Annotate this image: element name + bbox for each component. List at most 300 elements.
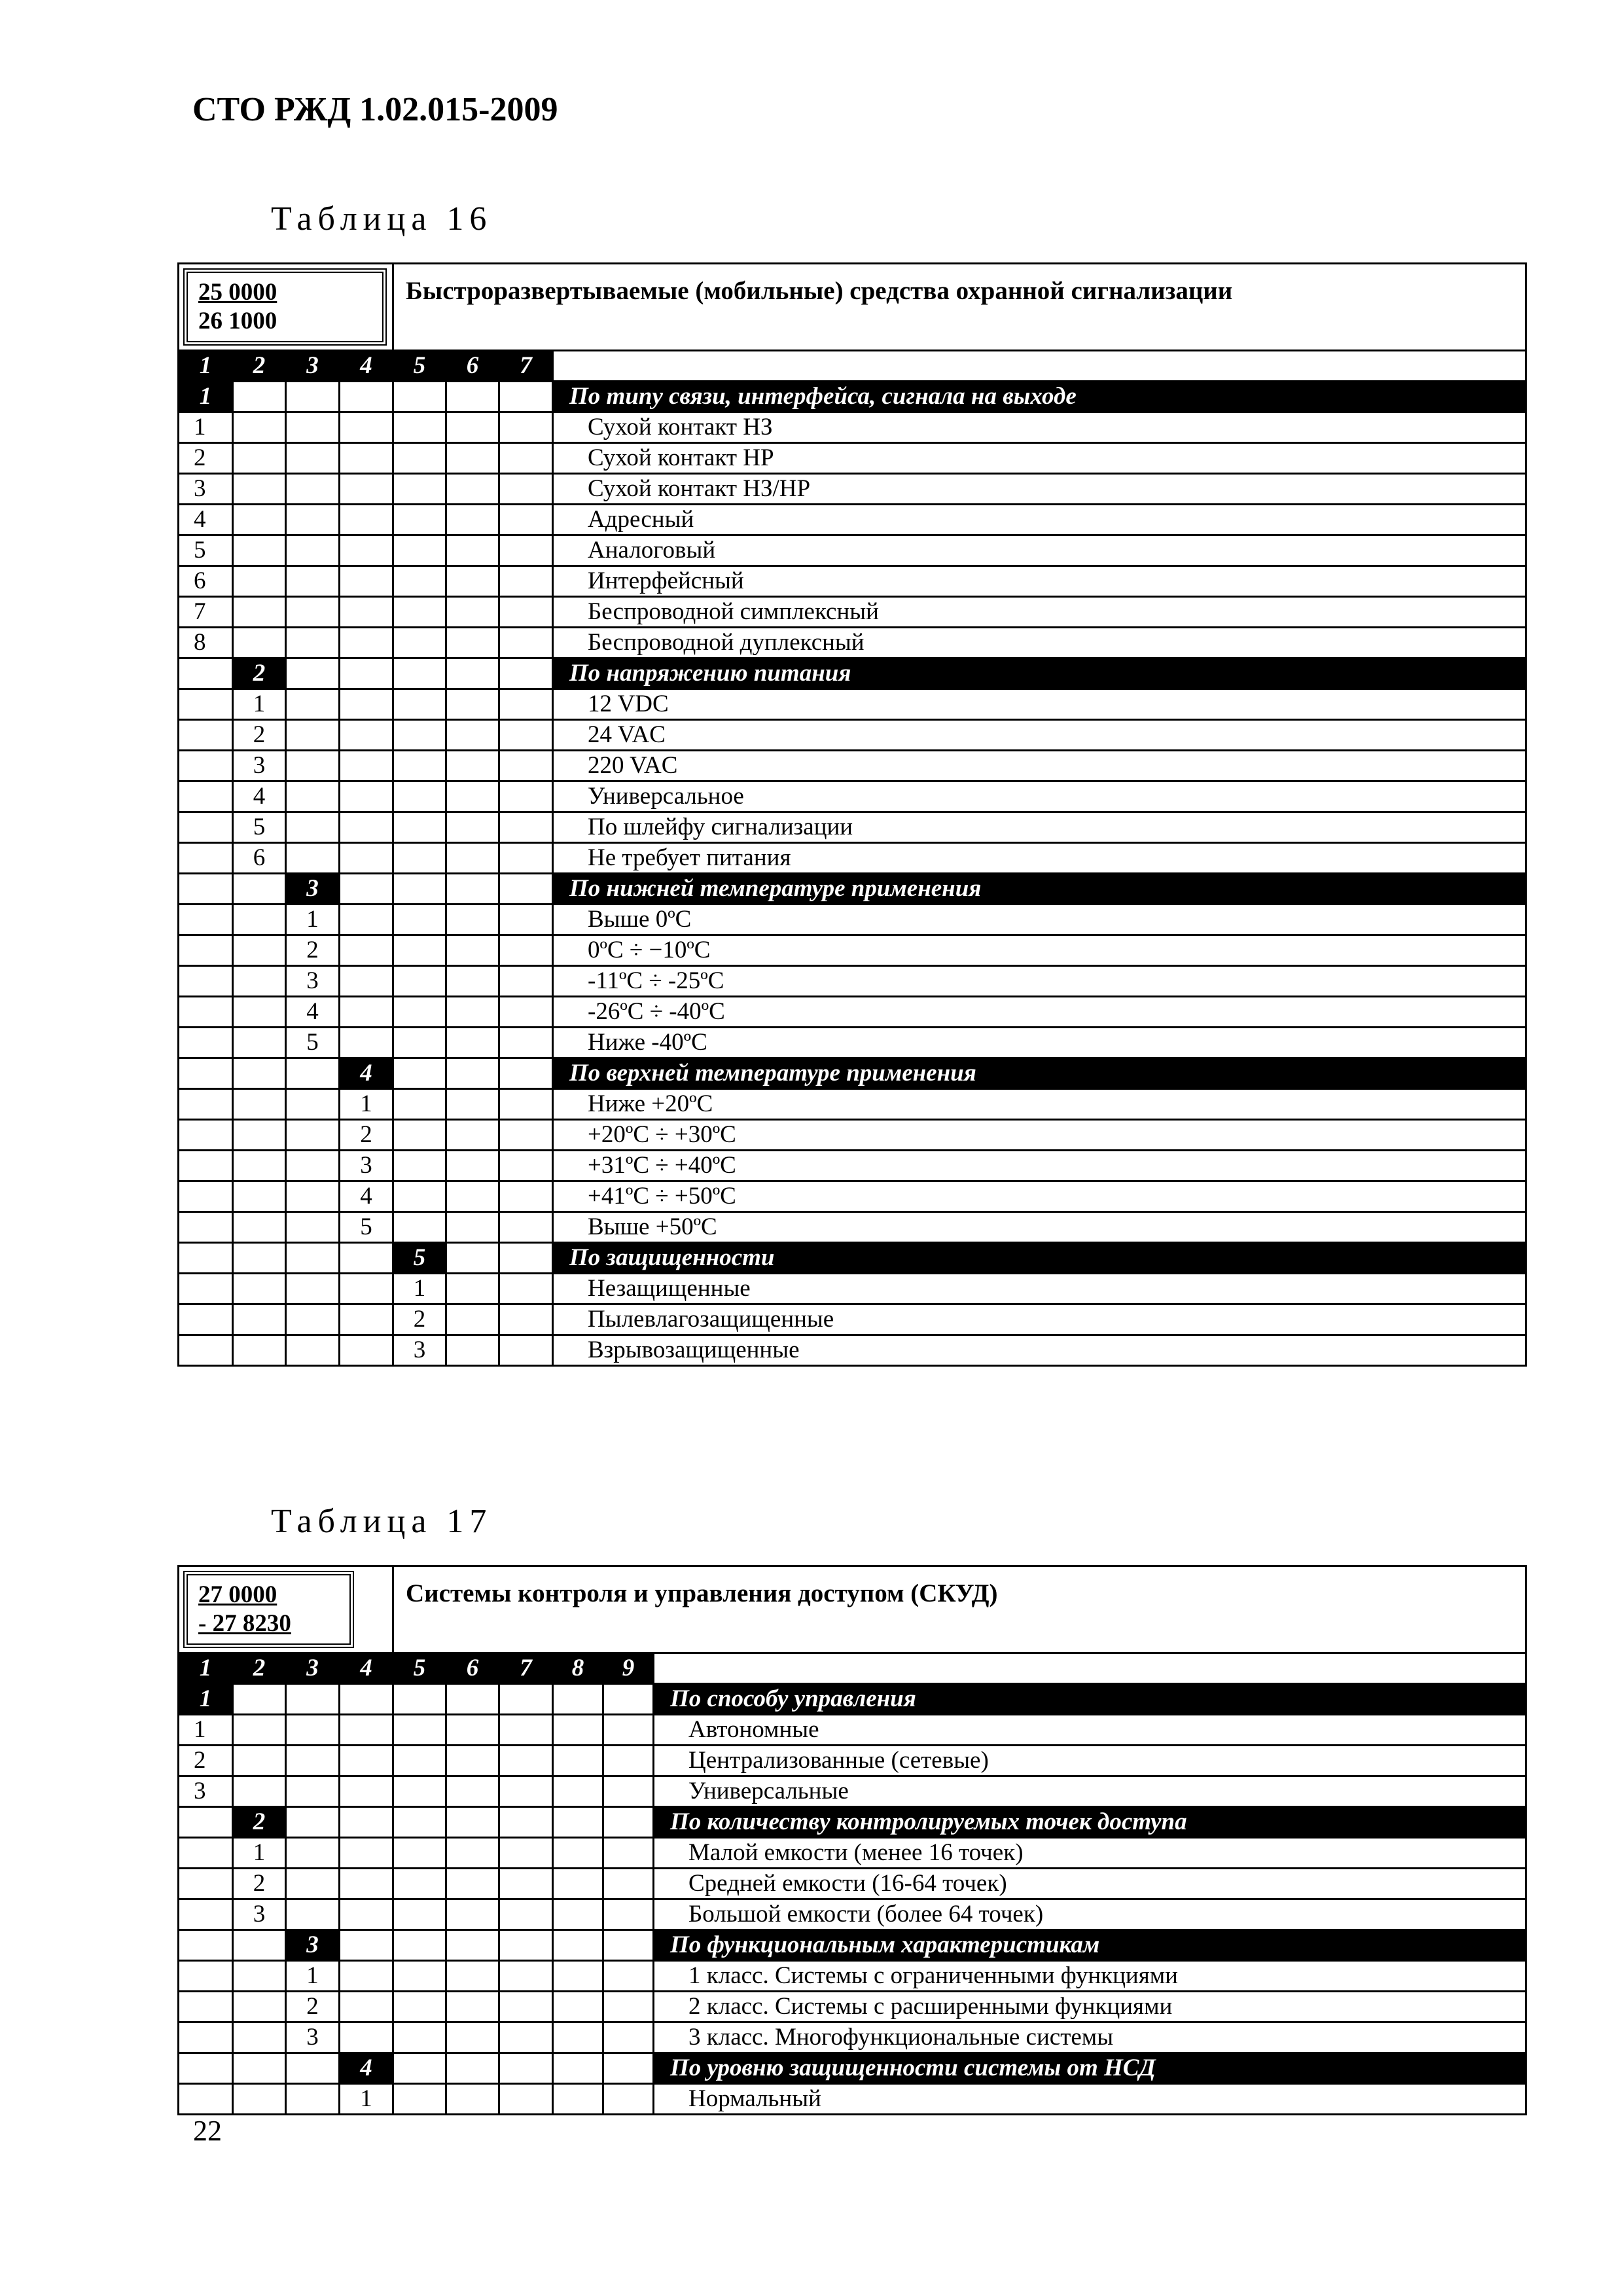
table-16-group-row: [179, 874, 1526, 905]
empty-cell: [499, 935, 553, 966]
item-code-cell: 3: [233, 751, 286, 781]
empty-cell: [393, 1899, 446, 1930]
empty-cell: [179, 751, 233, 781]
empty-cell: [393, 566, 446, 597]
empty-cell: [446, 812, 499, 843]
empty-cell: [499, 1715, 553, 1746]
table-17-col-header: 2: [233, 1653, 286, 1684]
empty-cell: [553, 1930, 603, 1961]
group-number-cell: 4: [340, 2053, 393, 2084]
empty-cell: [499, 1181, 553, 1212]
empty-cell: [499, 628, 553, 658]
empty-cell: [446, 1869, 499, 1899]
table-17-col-header: 7: [499, 1653, 553, 1684]
empty-cell: [233, 628, 286, 658]
empty-cell: [340, 1776, 393, 1807]
empty-cell: [286, 628, 340, 658]
item-code-cell: 1: [233, 1838, 286, 1869]
group-label: По уровню защищенности системы от НСД: [654, 2053, 1526, 2084]
table-17-col-header-blank: [654, 1653, 1526, 1684]
group-number-cell: 5: [393, 1243, 446, 1274]
empty-cell: [446, 1776, 499, 1807]
table-row: [179, 1899, 1526, 1930]
empty-cell: [446, 566, 499, 597]
empty-cell: [233, 1304, 286, 1335]
empty-cell: [340, 874, 393, 905]
item-description: Нормальный: [654, 2084, 1526, 2115]
group-number-cell: 2: [233, 1807, 286, 1838]
empty-cell: [446, 751, 499, 781]
empty-cell: [603, 1961, 654, 1992]
empty-cell: [179, 1992, 233, 2022]
item-code-cell: 4: [340, 1181, 393, 1212]
group-label: По способу управления: [654, 1684, 1526, 1715]
item-description: Незащищенные: [553, 1274, 1526, 1304]
empty-cell: [286, 781, 340, 812]
empty-cell: [499, 658, 553, 689]
group-label: По типу связи, интерфейса, сигнала на выходе: [553, 382, 1526, 412]
empty-cell: [340, 1715, 393, 1746]
group-number-cell: 3: [286, 1930, 340, 1961]
empty-cell: [393, 1058, 446, 1089]
item-code-cell: 3: [286, 966, 340, 997]
empty-cell: [233, 2022, 286, 2053]
item-description: По шлейфу сигнализации: [553, 812, 1526, 843]
table-16-group-row: [179, 382, 1526, 412]
empty-cell: [233, 1212, 286, 1243]
empty-cell: [499, 1776, 553, 1807]
empty-cell: [499, 382, 553, 412]
table-17-col-header: 5: [393, 1653, 446, 1684]
empty-cell: [286, 474, 340, 505]
empty-cell: [499, 1746, 553, 1776]
empty-cell: [233, 874, 286, 905]
table-17-col-header: 4: [340, 1653, 393, 1684]
table-row: [179, 535, 1526, 566]
item-description: Сухой контакт НЗ: [553, 412, 1526, 443]
empty-cell: [393, 2053, 446, 2084]
table-17-col-header: 1: [179, 1653, 233, 1684]
table-16: [177, 262, 1527, 1367]
empty-cell: [499, 781, 553, 812]
table-row: [179, 1151, 1526, 1181]
empty-cell: [393, 1684, 446, 1715]
item-code-cell: 3: [179, 474, 233, 505]
empty-cell: [499, 1869, 553, 1899]
table-16-caption: Таблица 16: [271, 200, 493, 238]
item-code-cell: 1: [179, 412, 233, 443]
empty-cell: [286, 1899, 340, 1930]
item-description: Интерфейсный: [553, 566, 1526, 597]
empty-cell: [499, 689, 553, 720]
empty-cell: [446, 2084, 499, 2115]
empty-cell: [446, 2022, 499, 2053]
empty-cell: [286, 1274, 340, 1304]
table-row: [179, 1181, 1526, 1212]
table-row: [179, 905, 1526, 935]
empty-cell: [553, 1899, 603, 1930]
empty-cell: [393, 1120, 446, 1151]
table-16-code-line-2: 26 1000: [198, 308, 277, 334]
item-description: Ниже -40ºС: [553, 1028, 1526, 1058]
empty-cell: [553, 1869, 603, 1899]
empty-cell: [553, 1684, 603, 1715]
empty-cell: [233, 1961, 286, 1992]
table-row: [179, 751, 1526, 781]
empty-cell: [553, 2053, 603, 2084]
item-code-cell: 2: [233, 720, 286, 751]
group-number-cell: 4: [340, 1058, 393, 1089]
item-description: Сухой контакт НЗ/НР: [553, 474, 1526, 505]
item-code-cell: 1: [233, 689, 286, 720]
empty-cell: [340, 474, 393, 505]
empty-cell: [340, 1899, 393, 1930]
empty-cell: [603, 1992, 654, 2022]
empty-cell: [393, 1838, 446, 1869]
empty-cell: [340, 1274, 393, 1304]
empty-cell: [286, 658, 340, 689]
item-description: +41ºС ÷ +50ºС: [553, 1181, 1526, 1212]
empty-cell: [499, 905, 553, 935]
table-row: [179, 2084, 1526, 2115]
empty-cell: [179, 966, 233, 997]
table-16-col-header: 4: [340, 351, 393, 382]
empty-cell: [286, 597, 340, 628]
item-description: Адресный: [553, 505, 1526, 535]
empty-cell: [499, 1807, 553, 1838]
empty-cell: [179, 812, 233, 843]
empty-cell: [499, 874, 553, 905]
empty-cell: [179, 1058, 233, 1089]
page-number: 22: [193, 2115, 222, 2147]
item-description: -11ºС ÷ -25ºС: [553, 966, 1526, 997]
empty-cell: [233, 412, 286, 443]
empty-cell: [286, 1715, 340, 1746]
empty-cell: [340, 843, 393, 874]
empty-cell: [603, 2022, 654, 2053]
empty-cell: [179, 1961, 233, 1992]
empty-cell: [340, 443, 393, 474]
empty-cell: [446, 412, 499, 443]
table-row: [179, 812, 1526, 843]
empty-cell: [499, 1961, 553, 1992]
item-description: +20ºС ÷ +30ºС: [553, 1120, 1526, 1151]
empty-cell: [286, 1838, 340, 1869]
empty-cell: [233, 1274, 286, 1304]
empty-cell: [446, 689, 499, 720]
empty-cell: [340, 658, 393, 689]
empty-cell: [179, 781, 233, 812]
item-code-cell: 4: [179, 505, 233, 535]
empty-cell: [340, 1930, 393, 1961]
group-label: По функциональным характеристикам: [654, 1930, 1526, 1961]
empty-cell: [340, 597, 393, 628]
empty-cell: [233, 1151, 286, 1181]
empty-cell: [179, 1335, 233, 1366]
empty-cell: [286, 1807, 340, 1838]
group-label: По напряжению питания: [553, 658, 1526, 689]
empty-cell: [553, 1715, 603, 1746]
empty-cell: [393, 781, 446, 812]
empty-cell: [393, 474, 446, 505]
empty-cell: [446, 505, 499, 535]
group-label: По нижней температуре применения: [553, 874, 1526, 905]
table-row: [179, 781, 1526, 812]
empty-cell: [553, 1807, 603, 1838]
item-code-cell: 1: [286, 905, 340, 935]
empty-cell: [553, 1776, 603, 1807]
item-code-cell: 3: [286, 2022, 340, 2053]
empty-cell: [286, 382, 340, 412]
item-code-cell: 8: [179, 628, 233, 658]
item-description: Аналоговый: [553, 535, 1526, 566]
item-description: Пылевлагозащищенные: [553, 1304, 1526, 1335]
empty-cell: [340, 689, 393, 720]
table-row: [179, 1304, 1526, 1335]
item-code-cell: 3: [393, 1335, 446, 1366]
empty-cell: [446, 1274, 499, 1304]
empty-cell: [446, 1899, 499, 1930]
item-description: Универсальные: [654, 1776, 1526, 1807]
item-code-cell: 2: [393, 1304, 446, 1335]
empty-cell: [603, 2053, 654, 2084]
empty-cell: [233, 1181, 286, 1212]
empty-cell: [233, 1684, 286, 1715]
empty-cell: [499, 474, 553, 505]
empty-cell: [340, 812, 393, 843]
table-17-group-row: [179, 1684, 1526, 1715]
table-16-column-header-row: [179, 351, 1526, 382]
empty-cell: [393, 628, 446, 658]
empty-cell: [446, 843, 499, 874]
empty-cell: [340, 1838, 393, 1869]
empty-cell: [446, 1058, 499, 1089]
empty-cell: [446, 2053, 499, 2084]
item-description: Малой емкости (менее 16 точек): [654, 1838, 1526, 1869]
empty-cell: [499, 720, 553, 751]
item-description: Большой емкости (более 64 точек): [654, 1899, 1526, 1930]
empty-cell: [233, 505, 286, 535]
item-code-cell: 2: [340, 1120, 393, 1151]
item-code-cell: 7: [179, 597, 233, 628]
empty-cell: [179, 2084, 233, 2115]
table-row: [179, 720, 1526, 751]
empty-cell: [179, 935, 233, 966]
empty-cell: [340, 1335, 393, 1366]
empty-cell: [286, 566, 340, 597]
item-description: 1 класс. Системы с ограниченными функциями: [654, 1961, 1526, 1992]
empty-cell: [393, 382, 446, 412]
table-17-code-box: [183, 1571, 354, 1648]
empty-cell: [499, 566, 553, 597]
item-code-cell: 4: [233, 781, 286, 812]
item-code-cell: 1: [340, 1089, 393, 1120]
item-description: 2 класс. Системы с расширенными функциями: [654, 1992, 1526, 2022]
empty-cell: [446, 874, 499, 905]
empty-cell: [393, 843, 446, 874]
empty-cell: [603, 1684, 654, 1715]
empty-cell: [446, 1961, 499, 1992]
empty-cell: [393, 720, 446, 751]
item-code-cell: 1: [179, 1715, 233, 1746]
table-row: [179, 1274, 1526, 1304]
empty-cell: [340, 1961, 393, 1992]
empty-cell: [286, 720, 340, 751]
empty-cell: [233, 1089, 286, 1120]
empty-cell: [393, 1869, 446, 1899]
empty-cell: [286, 1212, 340, 1243]
item-code-cell: 1: [393, 1274, 446, 1304]
empty-cell: [446, 966, 499, 997]
table-17-col-header: 6: [446, 1653, 499, 1684]
item-description: 3 класс. Многофункциональные системы: [654, 2022, 1526, 2053]
empty-cell: [499, 843, 553, 874]
table-17-col-header: 9: [603, 1653, 654, 1684]
empty-cell: [340, 1992, 393, 2022]
empty-cell: [499, 1930, 553, 1961]
empty-cell: [179, 997, 233, 1028]
empty-cell: [233, 1028, 286, 1058]
empty-cell: [446, 1212, 499, 1243]
group-number-cell: 2: [233, 658, 286, 689]
table-17-title: Системы контроля и управления доступом (СКУД): [393, 1566, 1526, 1653]
empty-cell: [393, 874, 446, 905]
empty-cell: [393, 997, 446, 1028]
empty-cell: [233, 905, 286, 935]
table-row: [179, 1212, 1526, 1243]
empty-cell: [446, 597, 499, 628]
item-code-cell: 5: [286, 1028, 340, 1058]
empty-cell: [446, 1992, 499, 2022]
empty-cell: [499, 1151, 553, 1181]
item-code-cell: 2: [286, 935, 340, 966]
table-16-code-cell: [179, 264, 393, 351]
empty-cell: [340, 628, 393, 658]
empty-cell: [393, 1715, 446, 1746]
empty-cell: [179, 1304, 233, 1335]
item-code-cell: 5: [340, 1212, 393, 1243]
empty-cell: [446, 1838, 499, 1869]
empty-cell: [286, 1684, 340, 1715]
empty-cell: [446, 1243, 499, 1274]
empty-cell: [499, 1304, 553, 1335]
empty-cell: [286, 1243, 340, 1274]
empty-cell: [393, 2084, 446, 2115]
empty-cell: [553, 2084, 603, 2115]
table-17-code-line-1: 27 0000: [198, 1581, 277, 1608]
empty-cell: [286, 2053, 340, 2084]
table-row: [179, 1335, 1526, 1366]
table-row: [179, 1838, 1526, 1869]
empty-cell: [393, 658, 446, 689]
item-description: Средней емкости (16-64 точек): [654, 1869, 1526, 1899]
empty-cell: [179, 843, 233, 874]
empty-cell: [499, 997, 553, 1028]
empty-cell: [393, 505, 446, 535]
empty-cell: [446, 1151, 499, 1181]
empty-cell: [393, 1151, 446, 1181]
item-code-cell: 1: [340, 2084, 393, 2115]
table-row: [179, 689, 1526, 720]
empty-cell: [179, 874, 233, 905]
table-16-col-header-blank: [553, 351, 1526, 382]
empty-cell: [286, 751, 340, 781]
table-16-col-header: 1: [179, 351, 233, 382]
empty-cell: [499, 2053, 553, 2084]
empty-cell: [446, 1715, 499, 1746]
empty-cell: [179, 1838, 233, 1869]
table-17-column-header-row: [179, 1653, 1526, 1684]
empty-cell: [233, 597, 286, 628]
table-row: [179, 966, 1526, 997]
item-code-cell: 5: [179, 535, 233, 566]
empty-cell: [446, 1807, 499, 1838]
item-code-cell: 6: [233, 843, 286, 874]
empty-cell: [499, 1089, 553, 1120]
empty-cell: [233, 1243, 286, 1274]
empty-cell: [233, 1776, 286, 1807]
empty-cell: [393, 1961, 446, 1992]
table-16-col-header: 7: [499, 351, 553, 382]
empty-cell: [179, 1807, 233, 1838]
empty-cell: [446, 905, 499, 935]
table-row: [179, 566, 1526, 597]
empty-cell: [446, 658, 499, 689]
empty-cell: [553, 2022, 603, 2053]
empty-cell: [179, 689, 233, 720]
empty-cell: [603, 1776, 654, 1807]
table-row: [179, 1776, 1526, 1807]
empty-cell: [340, 2022, 393, 2053]
item-code-cell: 6: [179, 566, 233, 597]
item-description: Универсальное: [553, 781, 1526, 812]
empty-cell: [340, 412, 393, 443]
empty-cell: [340, 905, 393, 935]
empty-cell: [340, 505, 393, 535]
empty-cell: [446, 1746, 499, 1776]
empty-cell: [393, 443, 446, 474]
group-label: По верхней температуре применения: [553, 1058, 1526, 1089]
empty-cell: [603, 1869, 654, 1899]
table-row: [179, 412, 1526, 443]
table-row: [179, 597, 1526, 628]
table-16-col-header: 2: [233, 351, 286, 382]
empty-cell: [179, 1869, 233, 1899]
empty-cell: [179, 1212, 233, 1243]
empty-cell: [393, 1212, 446, 1243]
table-16-col-header: 6: [446, 351, 499, 382]
table-row: [179, 505, 1526, 535]
empty-cell: [286, 1181, 340, 1212]
item-description: 0ºС ÷ −10ºС: [553, 935, 1526, 966]
empty-cell: [286, 843, 340, 874]
group-label: По количеству контролируемых точек доступа: [654, 1807, 1526, 1838]
empty-cell: [393, 751, 446, 781]
empty-cell: [340, 1746, 393, 1776]
empty-cell: [446, 535, 499, 566]
empty-cell: [179, 1243, 233, 1274]
item-description: Выше 0ºС: [553, 905, 1526, 935]
empty-cell: [179, 720, 233, 751]
empty-cell: [233, 1120, 286, 1151]
empty-cell: [499, 751, 553, 781]
empty-cell: [286, 1869, 340, 1899]
item-code-cell: 2: [179, 1746, 233, 1776]
table-16-group-row: [179, 1058, 1526, 1089]
empty-cell: [393, 412, 446, 443]
empty-cell: [499, 1684, 553, 1715]
table-17: [177, 1565, 1527, 2115]
